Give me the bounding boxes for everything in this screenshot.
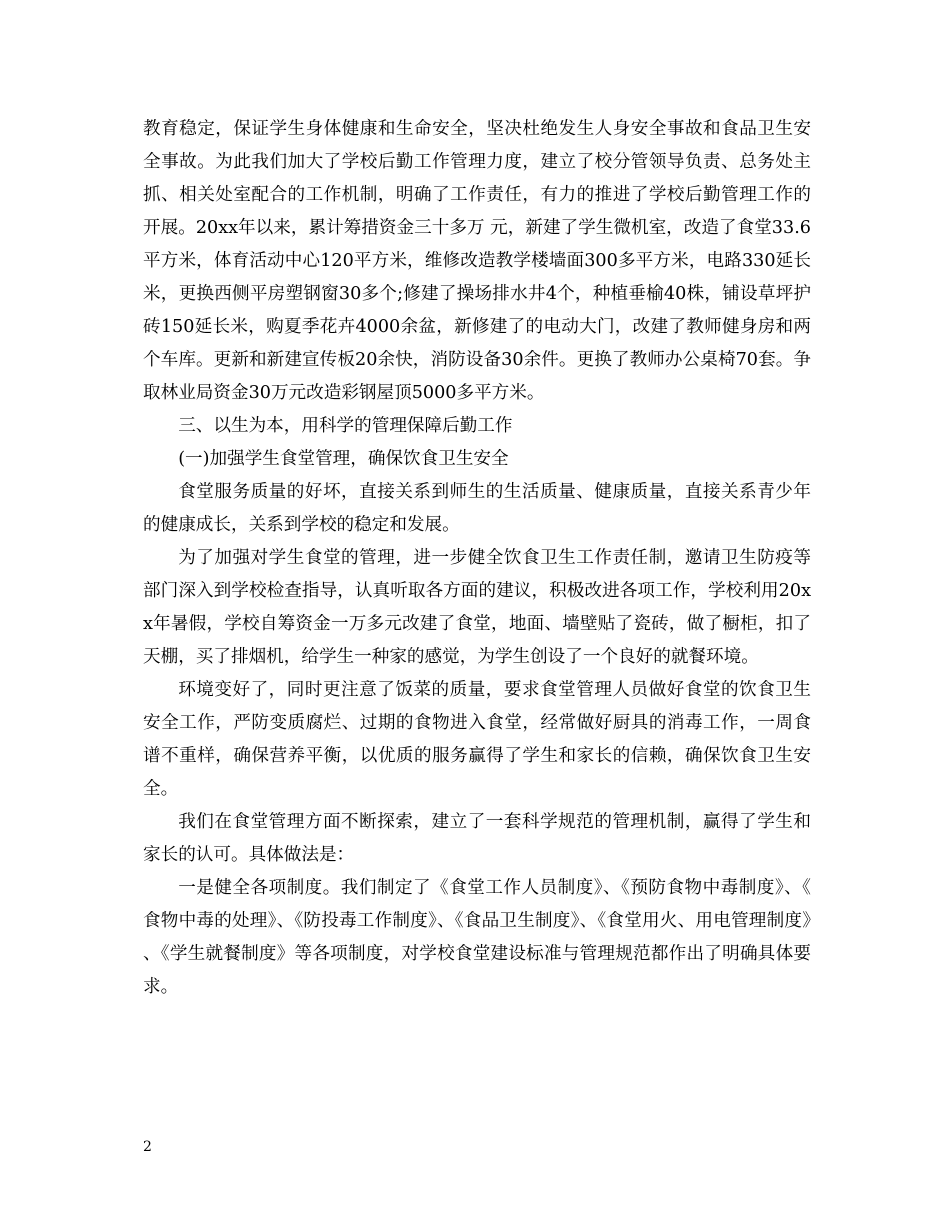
paragraph: 一是健全各项制度。我们制定了《食堂工作人员制度》、《预防食物中毒制度》、《食物中毒的处理》、《防投毒工作制度》、《食品卫生制度》、《食堂用火、用电管理制度》、《学生就餐制度》等各项制度，对学校食堂建设标准与管理规范都作出了明确具体要求。 <box>143 878 811 997</box>
paragraph: 食堂服务质量的好坏，直接关系到师生的生活质量、健康质量，直接关系青少年的健康成长，关系到学校的稳定和发展。 <box>143 482 811 535</box>
subsection-heading: (一)加强学生食堂管理，确保饮食卫生安全 <box>178 449 509 469</box>
paragraph: 环境变好了，同时更注意了饭菜的质量，要求食堂管理人员做好食堂的饮食卫生安全工作，严防变质腐烂、过期的食物进入食堂，经常做好厨具的消毒工作，一周食谱不重样，确保营养平衡，以优质的服务赢得了学生和家长的信赖，确保饮食卫生安全。 <box>143 680 811 799</box>
paragraph: 我们在食堂管理方面不断探索，建立了一套科学规范的管理机制，赢得了学生和家长的认可。具体做法是： <box>143 812 811 865</box>
page-number: 2 <box>143 1139 152 1155</box>
section-heading: 三、以生为本，用科学的管理保障后勤工作 <box>178 416 513 436</box>
body-text <box>143 113 811 1004</box>
paragraph-continuation: 教育稳定，保证学生身体健康和生命安全，坚决杜绝发生人身安全事故和食品卫生安全事故。为此我们加大了学校后勤工作管理力度，建立了校分管领导负责、总务处主抓、相关处室配合的工作机制，明确了工作责任，有力的推进了学校后勤管理工作的开展。20xx年以来，累计筹措资金三十多万 元，新建了学生微机室，改造了食堂33.6平方米，体育活动中心120平方米，维修改造教学楼墙面300多平方米，电路330延长米，更换西侧平房塑钢窗30多个;修建了操场排水井4个，种植垂榆40株，铺设草坪护砖150延长米，购夏季花卉4000余盆，新修建了的电动大门，改建了教师健身房和两个车库。更新和新建宣传板20余快，消防设备30余件。更换了教师办公桌椅70套。争取林业局资金30万元改造彩钢屋顶5000多平方米。 <box>143 119 811 403</box>
paragraph: 为了加强对学生食堂的管理，进一步健全饮食卫生工作责任制，邀请卫生防疫等部门深入到学校检查指导，认真听取各方面的建议，积极改进各项工作，学校利用20xx年暑假，学校自筹资金一万多元改建了食堂，地面、墙壁贴了瓷砖，做了橱柜，扣了天棚，买了排烟机，给学生一种家的感觉，为学生创设了一个良好的就餐环境。 <box>143 548 811 667</box>
